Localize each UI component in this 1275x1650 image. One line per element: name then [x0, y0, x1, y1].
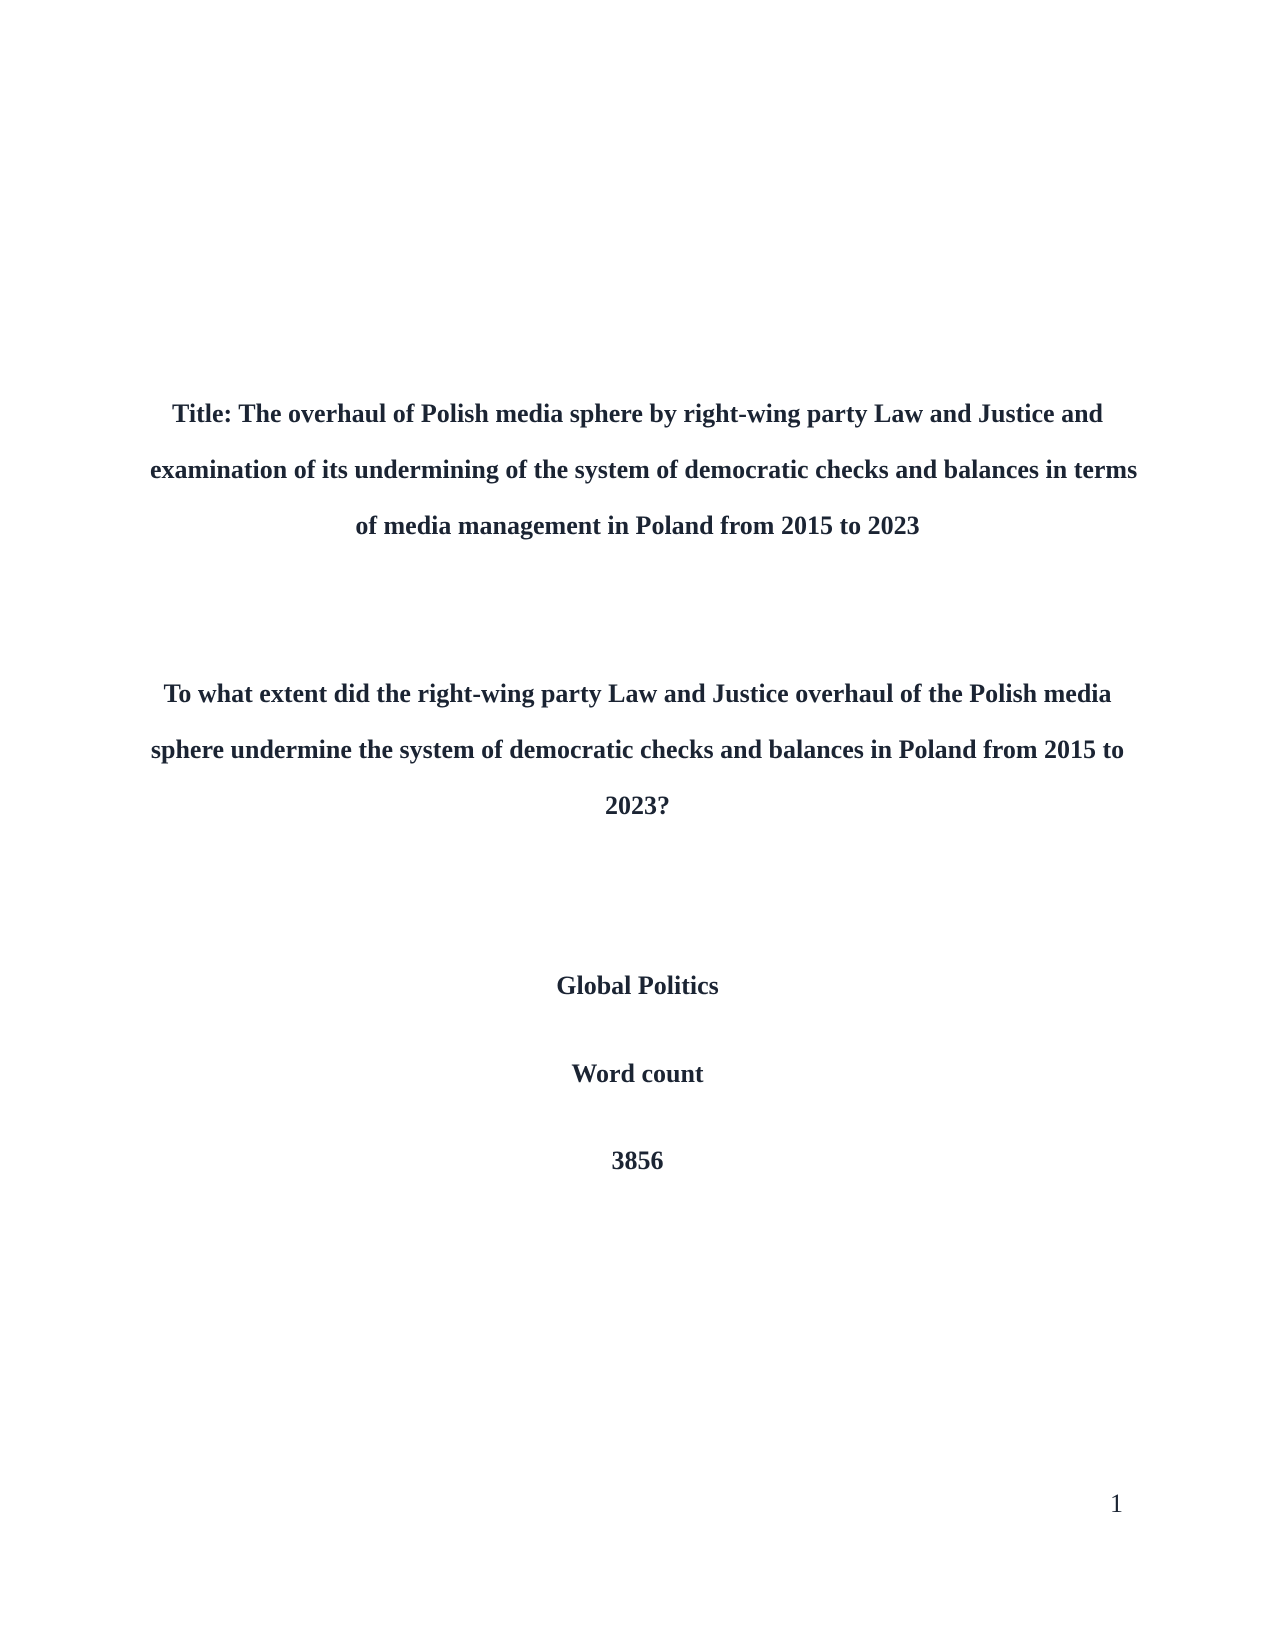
essay-title-line-1: Title: The overhaul of Polish media sphere by right-wing party Law and Justice and	[171, 399, 1104, 428]
research-question-line-2: sphere undermine the system of democratic checks and balances in Poland from 2015 to	[150, 735, 1125, 764]
research-question-line-1: To what extent did the right-wing party Law and Justice overhaul of the Polish media	[163, 679, 1112, 708]
essay-title-line-3: of media management in Poland from 2015 to 2023	[355, 511, 920, 540]
word-count-value: 3856	[611, 1146, 664, 1175]
word-count-label: Word count	[571, 1059, 704, 1088]
page-number: 1	[1110, 1489, 1123, 1518]
course-name: Global Politics	[556, 971, 719, 1000]
essay-title-line-2: examination of its undermining of the system of democratic checks and balances in terms	[150, 455, 1138, 484]
research-question	[150, 666, 1125, 834]
research-question-line-3: 2023?	[605, 791, 670, 820]
essay-title	[150, 386, 1138, 554]
